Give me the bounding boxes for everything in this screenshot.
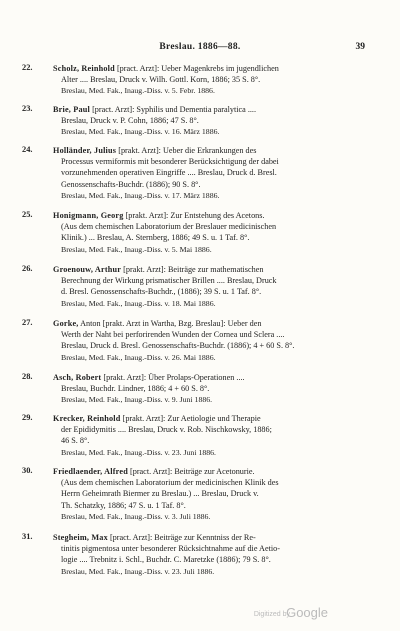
entry-text-line: logie .... Trebnitz i. Schl., Buchdr. C. Maretzke (1886); 79 S. 8°. [61,555,271,565]
entry-text-line: vorzunehmenden operativen Eingriffe .... Breslau, Druck d. Bresl. [61,168,277,178]
entry-number: 24. [22,145,33,154]
entry-number: 25. [22,210,33,219]
entry-text-line: Berechnung der Wirkung prismatischer Brillen .... Breslau, Druck [61,276,277,286]
entry-text-line: der Epididymitis .... Breslau, Druck v. Rob. Nischkowsky, 1886; [61,425,272,435]
running-head-title: Breslau. 1886—88. [159,42,241,52]
entry-text-line: [prakt. Arzt]: Zur Aetiologie und Therapie [122,414,261,423]
entry-body [53,466,373,522]
entry-body [53,372,373,406]
entry-text-line: Anton [prakt. Arzt in Wartha, Bzg. Breslau]: Ueber den [80,319,262,328]
entry-body [53,413,373,458]
entry-text-line: [pract. Arzt]: Beiträge zur Kenntniss der Re- [109,533,256,542]
page-number: 39 [355,42,365,52]
entry-text-line: [pract. Arzt]: Syphilis und Dementia paralytica .... [92,105,257,114]
entry-number: 30. [22,466,33,475]
entry-author: Friedlaender, Alfred [53,467,128,476]
entry-dissertation: Breslau, Med. Fak., Inaug.-Diss. v. 3. Juli 1886. [61,511,211,521]
entry-text-line: (Aus dem chemischen Laboratorium der medicinischen Klinik des [61,478,279,488]
entry-body [53,532,373,577]
entry-author: Holländer, Julius [53,146,117,155]
entry-text-line: [prakt. Arzt]: Ueber die Erkrankungen des [118,146,257,155]
entry-author: Krecker, Reinhold [53,414,121,423]
entry-text-line: (Aus dem chemischen Laboratorium der Breslauer medicinischen [61,222,277,232]
entry-text-line: Herrn Geheimrath Biermer zu Breslau.) ... Breslau, Druck v. [61,489,259,499]
entry-dissertation: Breslau, Med. Fak., Inaug.-Diss. v. 17. März 1886. [61,190,220,200]
entry-number: 31. [22,532,33,541]
running-head [0,42,400,56]
entry-text-line: Klinik.) ... Breslau, A. Sternberg, 1886; 49 S. u. 1 Taf. 8°. [61,233,250,243]
entry-text-line: Alter .... Breslau, Druck v. Wilh. Gottl. Korn, 1886; 35 S. 8°. [61,75,261,85]
entry-body [53,145,373,201]
entry-text-line: [prakt. Arzt]: Beiträge zur mathematischen [123,265,264,274]
entry-text-line: Th. Schatzky, 1886; 47 S. u. 1 Taf. 8°. [61,500,186,510]
entry-number: 26. [22,264,33,273]
entry-text-line: Breslau, Druck v. P. Cohn, 1886; 47 S. 8°. [61,116,199,126]
entry-body [53,63,373,97]
entry-author: Asch, Robert [53,373,102,382]
entry-text-line: 46 S. 8°. [61,436,90,446]
entry-text-line: Breslau, Buchdr. Lindner, 1886; 4 + 60 S. 8°. [61,384,210,394]
entry-dissertation: Breslau, Med. Fak., Inaug.-Diss. v. 9. Juni 1886. [61,395,213,405]
entry-dissertation: Breslau, Med. Fak., Inaug.-Diss. v. 5. Febr. 1886. [61,86,215,96]
entry-author: Brie, Paul [53,105,91,114]
entry-text-line: [prakt. Arzt]: Über Prolaps-Operationen .... [103,373,245,382]
entry-number: 22. [22,63,33,72]
entry-number: 28. [22,372,33,381]
entry-text-line: d. Bresl. Genossenschafts-Buchdr., (1886); 39 S. u. 1 Taf. 8°. [61,287,262,297]
entry-dissertation: Breslau, Med. Fak., Inaug.-Diss. v. 23. Juni 1886. [61,447,216,457]
entry-author: Scholz, Reinhold [53,64,115,73]
entry-text-line: Breslau, Druck d. Bresl. Genossenschafts-Buchdr. (1886); 4 + 60 S. 8°. [61,341,295,351]
entry-author: Groenouw, Arthur [53,265,122,274]
digitized-by-text: Digitized by [253,611,290,618]
entry-text-line: Genossenschafts-Buchdr. (1886); 90 S. 8°. [61,179,201,189]
entry-author: Gorke, [53,319,79,328]
entry-dissertation: Breslau, Med. Fak., Inaug.-Diss. v. 5. Mai 1886. [61,244,212,254]
entry-dissertation: Breslau, Med. Fak., Inaug.-Diss. v. 23. Juli 1886. [61,566,215,576]
entry-number: 27. [22,318,33,327]
entry-author: Stegheim, Max [53,533,108,542]
entry-text-line: [pract. Arzt]: Beiträge zur Acetonurie. [130,467,255,476]
entry-body [53,318,373,363]
entry-body [53,264,373,309]
entry-text-line: [prakt. Arzt]: Zur Entstehung des Acetons. [125,211,265,220]
entry-body [53,210,373,255]
entry-dissertation: Breslau, Med. Fak., Inaug.-Diss. v. 26. Mai 1886. [61,352,216,362]
entry-author: Honigmann, Georg [53,211,124,220]
entry-dissertation: Breslau, Med. Fak., Inaug.-Diss. v. 18. Mai 1886. [61,298,216,308]
entry-number: 29. [22,413,33,422]
entry-text-line: Werth der Naht bei perforirenden Wunden der Cornea und Sclera .... [61,330,285,340]
google-watermark: Google [286,605,328,620]
entry-dissertation: Breslau, Med. Fak., Inaug.-Diss. v. 16. März 1886. [61,127,220,137]
entry-text-line: Processus vermiformis mit besonderer Berücksichtigung der dabei [61,157,279,167]
entry-text-line: tinitis pigmentosa unter besonderer Rücksichtnahme auf die Aetio- [61,544,280,554]
entry-text-line: [pract. Arzt]: Ueber Magenkrebs im jugendlichen [116,64,279,73]
entry-body [53,104,373,138]
entry-number: 23. [22,104,33,113]
